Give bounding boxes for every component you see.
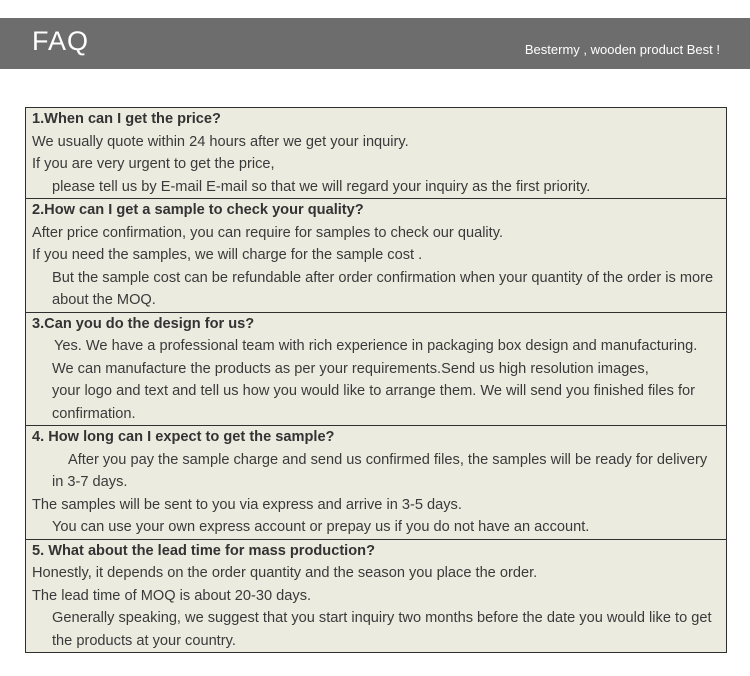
faq-item-5 [26,539,726,653]
faq-question: 2.How can I get a sample to check your quality? [32,202,364,218]
faq-answer-line: We can manufacture the products as per your requirements.Send us high resolution images, [52,360,649,377]
faq-item-1 [26,108,726,198]
header-banner [0,18,750,69]
faq-answer-line: The lead time of MOQ is about 20-30 days. [32,587,312,604]
faq-item-2 [26,198,726,312]
faq-question: 3.Can you do the design for us? [32,315,255,332]
faq-answer-line: After you pay the sample charge and send us confirmed files, the samples will be ready for delivery in 3-7 days. [52,451,708,490]
faq-answer-line: We usually quote within 24 hours after we get your inquiry. [32,133,409,150]
faq-answer-line: Yes. We have a professional team with rich experience in packaging box design and manufacturing. [54,338,698,354]
faq-answer-line: Generally speaking, we suggest that you start inquiry two months before the date you would like to get the products at your country. [52,610,712,649]
faq-answer-line: Honestly, it depends on the order quantity and the season you place the order. [32,565,538,581]
page-title: FAQ [32,26,90,56]
faq-answer-line: If you need the samples, we will charge for the sample cost . [32,247,423,263]
faq-answer-line: If you are very urgent to get the price, [32,156,275,172]
faq-answer-line: please tell us by E-mail E-mail so that we will regard your inquiry as the first priority. [52,178,591,195]
faq-answer-line: your logo and text and tell us how you would like to arrange them. We will send you finished files for confirmation. [52,383,696,422]
brand-tagline: Bestermy , wooden product Best ! [524,42,720,57]
faq-question: 1.When can I get the price? [32,111,221,127]
faq-answer-line: The samples will be sent to you via express and arrive in 3-5 days. [32,496,462,513]
faq-answer-line: You can use your own express account or prepay us if you do not have an account. [52,519,590,535]
faq-item-3 [26,312,726,426]
faq-question: 4. How long can I expect to get the sample? [32,429,335,445]
faq-question: 5. What about the lead time for mass production? [32,542,375,559]
faq-answer-line: But the sample cost can be refundable after order confirmation when your quantity of the order is more about the MOQ. [52,269,714,308]
faq-item-4 [26,425,726,539]
faq-table [25,107,727,653]
faq-answer-line: After price confirmation, you can require for samples to check our quality. [32,224,503,241]
